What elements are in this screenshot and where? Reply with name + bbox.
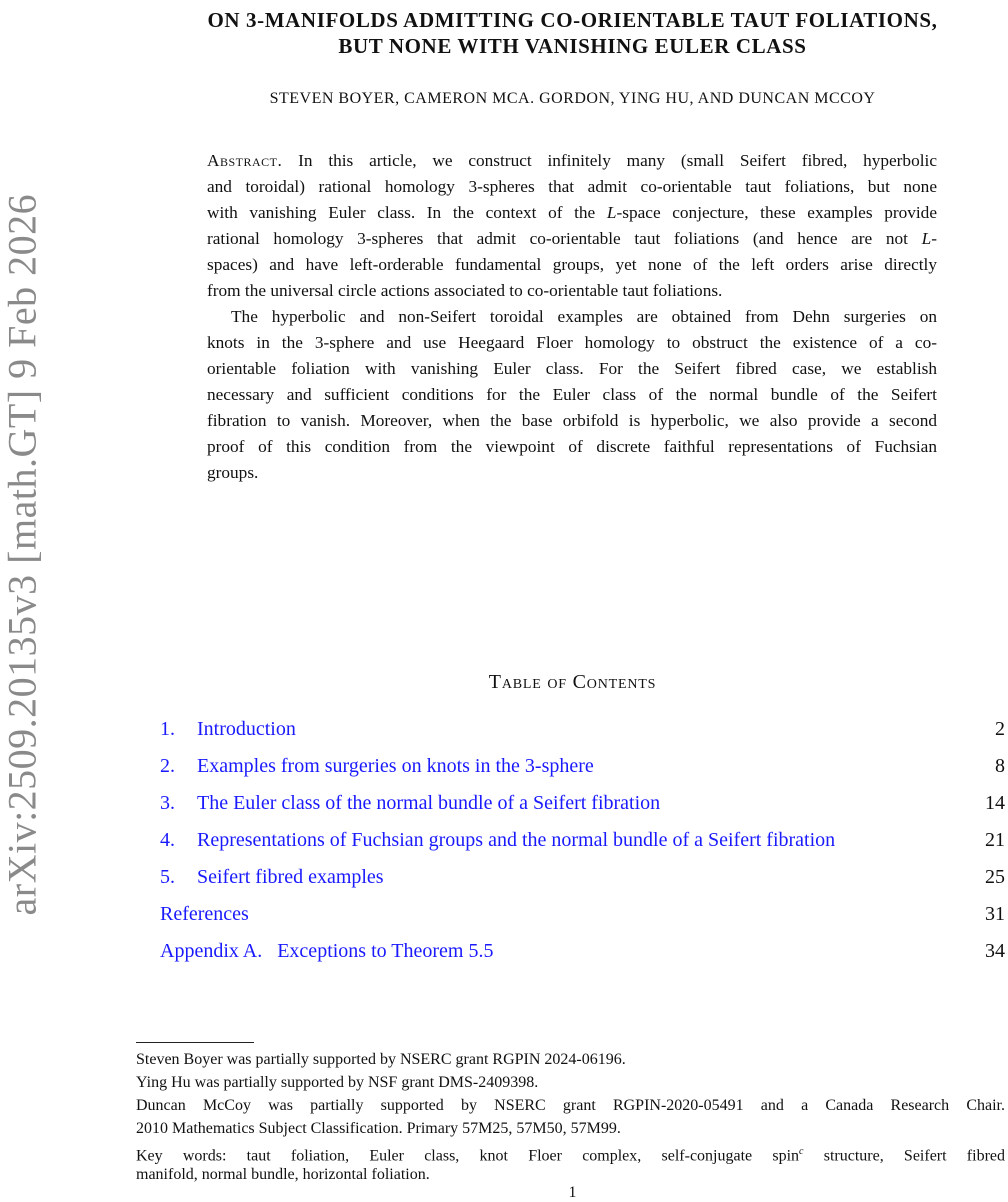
toc-entry-references[interactable]: References 31 (160, 903, 1005, 925)
footnote-funding-hu: Ying Hu was partially supported by NSF grant DMS-2409398. (136, 1074, 539, 1091)
abstract-line: Abstract. In this article, we construct infinitely many (small Seifert fibred, hyperbolic (207, 151, 937, 170)
toc-link[interactable]: Seifert fibred examples (197, 866, 384, 888)
toc-link[interactable]: Representations of Fuchsian groups and the normal bundle of a Seifert fibration (197, 829, 836, 851)
footnote-msc: 2010 Mathematics Subject Classification. Primary 57M25, 57M50, 57M99. (136, 1120, 621, 1137)
paper-title-line-1: ON 3-MANIFOLDS ADMITTING CO-ORIENTABLE TAUT FOLIATIONS, (207, 8, 938, 32)
arxiv-identifier-stamp: arXiv:2509.20135v3 [math.GT] 9 Feb 2026 (0, 193, 45, 916)
toc-entry-appendix-a[interactable]: Appendix A. Exceptions to Theorem 5.5 34 (160, 940, 1005, 962)
toc-link[interactable]: References (160, 903, 249, 925)
paper-title-line-2: BUT NONE WITH VANISHING EULER CLASS (338, 34, 807, 58)
toc-link[interactable]: Examples from surgeries on knots in the 3-sphere (197, 755, 594, 777)
toc-entry-euler-class[interactable]: 3. The Euler class of the normal bundle of a Seifert fibration 14 (160, 792, 1005, 814)
toc-entry-seifert-examples[interactable]: 5. Seifert fibred examples 25 (160, 866, 1005, 888)
footnote-funding-boyer: Steven Boyer was partially supported by NSERC grant RGPIN 2024-06196. (136, 1051, 626, 1068)
toc-entry-introduction[interactable]: 1. Introduction 2 (160, 718, 1005, 740)
abstract-line: and toroidal) rational homology 3-spheres that admit co-orientable taut foliations, but none (207, 177, 937, 196)
toc-link[interactable]: Appendix A. Exceptions to Theorem 5.5 (160, 940, 494, 962)
abstract-line: groups. (207, 463, 259, 482)
abstract-line: with vanishing Euler class. In the context of the L-space conjecture, these examples provide (207, 203, 937, 222)
abstract-line: fibration to vanish. Moreover, when the base orbifold is hyperbolic, we also provide a second (207, 411, 937, 430)
toc-heading: Table of Contents (488, 671, 657, 693)
footnote-keywords: Key words: taut foliation, Euler class, knot Floer complex, self-conjugate spin$^c$ structure, Seifert fibred (136, 1146, 1006, 1165)
abstract-line: rational homology 3-spheres that admit co-orientable taut foliations (and hence are not L- (207, 229, 937, 248)
abstract-line: knots in the 3-sphere and use Heegaard Floer homology to obstruct the existence of a co- (207, 333, 937, 352)
abstract-line: from the universal circle actions associated to co-orientable taut foliations. (207, 281, 723, 300)
toc-link[interactable]: The Euler class of the normal bundle of a Seifert fibration (197, 792, 661, 814)
abstract-line: spaces) and have left-orderable fundamental groups, yet none of the left orders arise directly (207, 255, 937, 274)
abstract-line: orientable foliation with vanishing Euler class. For the Seifert fibred case, we establish (207, 359, 937, 378)
abstract-line: proof of this condition from the viewpoint of discrete faithful representations of Fuchsian (207, 437, 937, 456)
footnote-funding-mccoy: Duncan McCoy was partially supported by NSERC grant RGPIN-2020-05491 and a Canada Research Chair. (136, 1097, 1005, 1114)
paper-authors: STEVEN BOYER, CAMERON MCA. GORDON, YING HU, AND DUNCAN MCCOY (269, 90, 876, 107)
abstract-label: Abstract. (207, 151, 283, 170)
toc-link[interactable]: Introduction (197, 718, 296, 740)
toc-entry-fuchsian-groups[interactable]: 4. Representations of Fuchsian groups and the normal bundle of a Seifert fibration 21 (160, 829, 1005, 851)
abstract-line: necessary and sufficient conditions for the Euler class of the normal bundle of the Seifert (207, 385, 937, 404)
footnote-rule (136, 1042, 254, 1043)
footnote-keywords-cont: manifold, normal bundle, horizontal foliation. (136, 1166, 430, 1183)
abstract-line: The hyperbolic and non-Seifert toroidal examples are obtained from Dehn surgeries on (231, 307, 937, 326)
page-number: 1 (568, 1184, 577, 1201)
toc-entry-examples-surgeries[interactable]: 2. Examples from surgeries on knots in the 3-sphere 8 (160, 755, 1005, 777)
